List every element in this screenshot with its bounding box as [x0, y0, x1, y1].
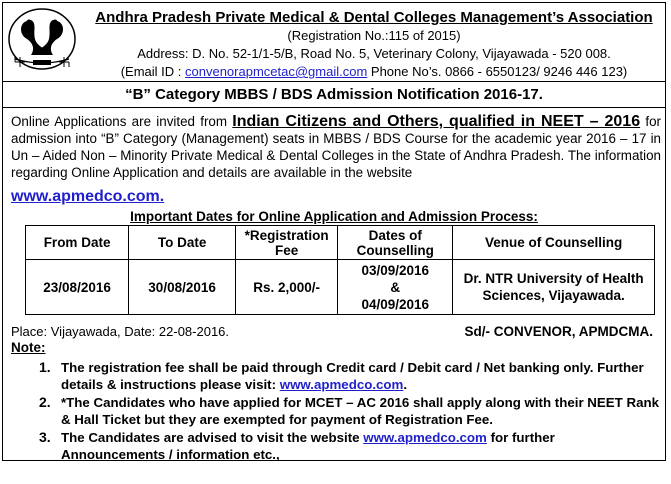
note-label-text: Note — [11, 340, 41, 355]
registration-number: (Registration No.:115 of 2015) — [287, 28, 461, 43]
list-item — [39, 429, 659, 463]
header-to-date: To Date — [129, 226, 236, 260]
note-number: 3. — [39, 429, 51, 445]
cell-to-date: 30/08/2016 — [129, 260, 236, 315]
email-label: (Email ID : — [120, 64, 186, 79]
list-item — [39, 394, 659, 428]
intro-paragraph — [11, 113, 661, 181]
cell-venue: Dr. NTR University of Health Sciences, Vijayawada. — [453, 260, 655, 315]
eligibility-highlight: Indian Citizens and Others, qualified in NEET – 2016 — [232, 113, 641, 130]
list-item — [39, 359, 659, 393]
notification-title: “B” Category MBBS / BDS Admission Notification 2016-17. — [3, 83, 665, 108]
important-dates-heading: Important Dates for Online Application and Admission Process: — [130, 209, 538, 224]
counselling-ampersand: & — [390, 279, 401, 295]
table-header-row — [26, 226, 655, 260]
cell-registration-fee: Rs. 2,000/- — [236, 260, 338, 315]
counselling-date-2: 04/09/2016 — [361, 296, 430, 312]
header-from-date: From Date — [26, 226, 129, 260]
counselling-date-1: 03/09/2016 — [361, 262, 430, 278]
note-text: The Candidates are advised to visit the website — [61, 430, 364, 445]
dates-table — [25, 225, 655, 315]
notes-list — [39, 359, 659, 464]
website-link[interactable]: www.apmedco.com. — [11, 188, 165, 205]
address: Address: D. No. 52-1/1-5/B, Road No. 5, Veterinary Colony, Vijayawada - 520 008. — [137, 46, 611, 61]
header-registration-fee: *Registration Fee — [236, 226, 338, 260]
contact-line — [87, 64, 661, 79]
note-number: 2. — [39, 394, 51, 410]
letterhead — [3, 3, 665, 82]
phone-numbers: Phone No’s. 0866 - 6550123/ 9246 446 123) — [367, 64, 628, 79]
header-venue: Venue of Counselling — [453, 226, 655, 260]
note-suffix: for further Announcements / information etc., — [61, 430, 555, 462]
note-label — [11, 340, 46, 355]
note-suffix: . — [403, 377, 408, 392]
cell-from-date: 23/08/2016 — [26, 260, 129, 315]
table-row — [26, 260, 655, 315]
note-text: The registration fee shall be paid through Credit card / Debit card / Net banking only. Further details & instructions please visit: — [61, 360, 644, 392]
website-link[interactable]: www.apmedco.com — [363, 430, 487, 445]
note-number: 1. — [39, 359, 51, 375]
header-counselling-dates: Dates of Counselling — [338, 226, 453, 260]
swan-logo-icon — [7, 7, 77, 75]
intro-text-1: Online Applications are invited from — [11, 114, 233, 129]
signature: Sd/- CONVENOR, APMDCMA. — [464, 324, 653, 339]
note-colon: : — [41, 340, 46, 355]
email-link[interactable]: convenorapmcetac@gmail.com — [185, 64, 368, 79]
place-and-date: Place: Vijayawada, Date: 22-08-2016. — [11, 324, 230, 339]
note-text: *The Candidates who have applied for MCET – AC 2016 shall apply along with their NEET Rank & Hall Ticket but they are exempted for payment of Registration Fee. — [61, 395, 659, 427]
intro-text-2: for admission into “B” Category (Management) seats in MBBS / BDS Course for the academic year 2016 – 17 in Un – Aided Non – Minority Private Medical & Dental Colleges in the State of Andhra Pradesh. The information regarding Online Application and details are available in the website — [11, 114, 661, 180]
association-logo — [7, 7, 77, 75]
notice-page — [2, 2, 666, 461]
association-name: Andhra Pradesh Private Medical & Dental Colleges Management’s Association — [95, 9, 653, 26]
website-link[interactable]: www.apmedco.com — [279, 377, 404, 392]
cell-counselling-dates — [338, 260, 453, 315]
